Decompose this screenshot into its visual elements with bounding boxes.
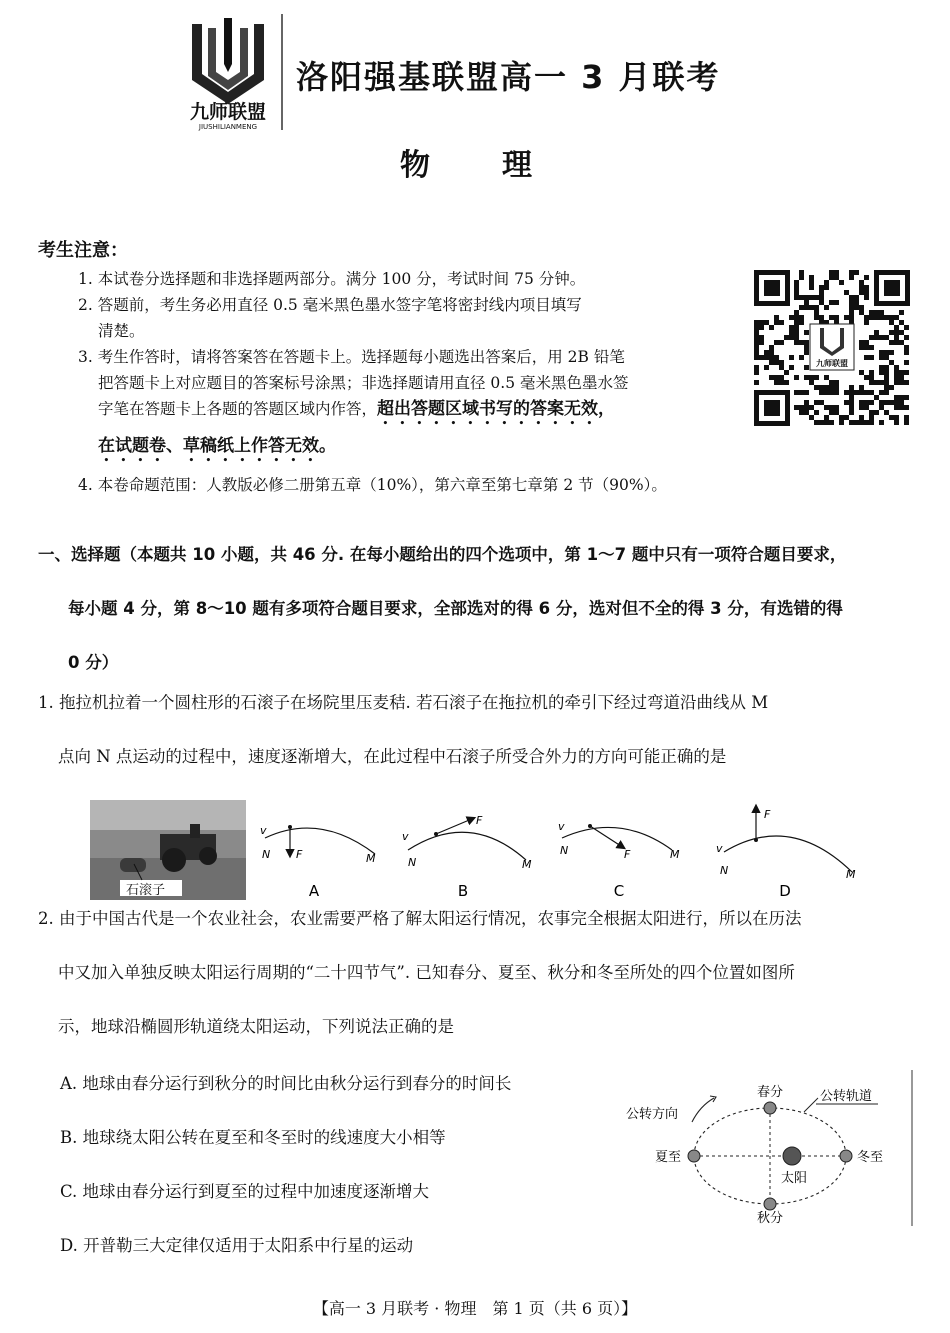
notice-item-2a: 2. 答题前，考生务必用直径 0.5 毫米黑色墨水签字笔将密封线内项目填写 [78,296,582,314]
question-2-line-1: 2. 由于中国古代是一个农业社会，农业需要严格了解太阳运行情况，农事完全根据太阳进行，所以在历法 [38,909,802,928]
photo-label: 石滚子 [126,883,166,898]
label-qiufen: 秋分 [756,1211,784,1226]
notice-heading: 考生注意： [38,240,128,261]
question-2-option-c: C. 地球由春分运行到夏至的过程中加速度逐渐增大 [60,1182,430,1201]
notice-list [78,266,738,498]
option-c-diagram [558,820,680,900]
label-n: N [560,844,569,857]
notice-item-3d [78,433,738,466]
section-1-line-1: 一、选择题（本题共 10 小题，共 46 分. 在每小题给出的四个选项中，第 1～7 题中只有一项符合题目要求， [38,545,847,564]
label-chunfen: 春分 [756,1085,784,1100]
label-dongzhi: 冬至 [856,1150,884,1165]
notice-item-2b: 清楚。 [98,322,145,340]
question-2 [38,892,928,1054]
label-m: M [670,848,680,861]
question-1 [38,676,928,784]
label-m: M [846,868,856,881]
earth-dongzhi-icon [840,1150,852,1162]
logo-text: 九师联盟 [189,101,267,123]
exam-logo [172,14,284,132]
notice-emphasis-1: 超出答题区域书写的答案无效， [377,399,616,419]
earth-xiazhi-icon [688,1150,700,1162]
label-sun: 太阳 [780,1171,808,1186]
label-n: N [720,864,729,877]
section-1-line-2: 每小题 4 分，第 8～10 题有多项符合题目要求，全部选对的得 6 分，选对但不全的得 3 分，有选错的得 [68,599,843,618]
label-orbit: 公转轨道 [819,1089,873,1104]
notice-emphasis-2: 在试题卷、草稿纸上作答无效。 [98,436,336,456]
exam-title: 洛阳强基联盟高一 3 月联考 [296,58,721,96]
label-m: M [366,852,376,865]
label-f: F [476,814,483,827]
label-f: F [296,848,303,861]
notice-item-3c [78,396,738,429]
label-v: v [402,830,409,843]
option-a-label: A [308,882,320,900]
label-v: v [716,842,723,855]
notice-item-3b: 把答题卡上对应题目的答案标号涂黑；非选择题请用直径 0.5 毫米黑色墨水签 [98,374,629,392]
orbit-figure [614,1068,914,1228]
notice-item-1: 1. 本试卷分选择题和非选择题两部分。满分 100 分，考试时间 75 分钟。 [78,270,586,288]
earth-chunfen-icon [764,1102,776,1114]
question-2-option-a: A. 地球由春分运行到秋分的时间比由秋分运行到春分的时间长 [60,1074,512,1093]
page-footer: 【高一 3 月联考 · 物理 第 1 页（共 6 页）】 [312,1299,638,1318]
section-1-instructions [38,528,928,690]
logo-pinyin: JIUSHILIANMENG [198,123,258,131]
sun-icon [783,1147,801,1165]
label-n: N [262,848,271,861]
label-v: v [558,820,565,833]
question-1-line-2: 点向 N 点运动的过程中，速度逐渐增大，在此过程中石滚子所受合外力的方向可能正确的是 [58,747,727,766]
notice-item-3c-text: 字笔在答题卡上各题的答题区域内作答， [98,400,378,418]
notice-item-3a: 3. 考生作答时，请将答案答在答题卡上。选择题每小题选出答案后，用 2B 铅笔 [78,348,625,366]
option-a-diagram [260,824,376,900]
question-2-line-2: 中又加入单独反映太阳运行周期的“二十四节气”. 已知春分、夏至、秋分和冬至所处的四个位置如图所 [58,963,795,982]
label-xiazhi: 夏至 [654,1150,682,1165]
option-d-diagram [716,806,856,900]
earth-qiufen-icon [764,1198,776,1210]
option-b-diagram [402,814,532,900]
label-direction: 公转方向 [625,1107,679,1122]
qr-logo-text: 九师联盟 [816,359,848,368]
label-m: M [522,858,532,871]
tractor-photo [90,800,246,900]
option-b-label: B [457,882,469,900]
question-1-line-1: 1. 拖拉机拉着一个圆柱形的石滚子在场院里压麦秸. 若石滚子在拖拉机的牵引下经过弯道沿曲线从 M [38,693,769,712]
qr-code [752,268,912,428]
subject-title: 物理 [400,148,604,183]
question-2-option-d: D. 开普勒三大定律仅适用于太阳系中行星的运动 [60,1236,414,1255]
question-2-line-3: 示，地球沿椭圆形轨道绕太阳运动，下列说法正确的是 [58,1017,454,1036]
section-1-line-3: 0 分） [68,653,119,672]
question-2-option-b: B. 地球绕太阳公转在夏至和冬至时的线速度大小相等 [60,1128,446,1147]
option-c-label: C [613,882,625,900]
option-d-label: D [779,882,791,900]
label-f: F [764,808,771,821]
label-f: F [624,848,631,861]
notice-item-4: 4. 本卷命题范围：人教版必修二册第五章（10%），第六章至第七章第 2 节（90%）。 [78,476,667,494]
label-v: v [260,824,267,837]
question-1-figure [90,798,862,902]
label-n: N [408,856,417,869]
